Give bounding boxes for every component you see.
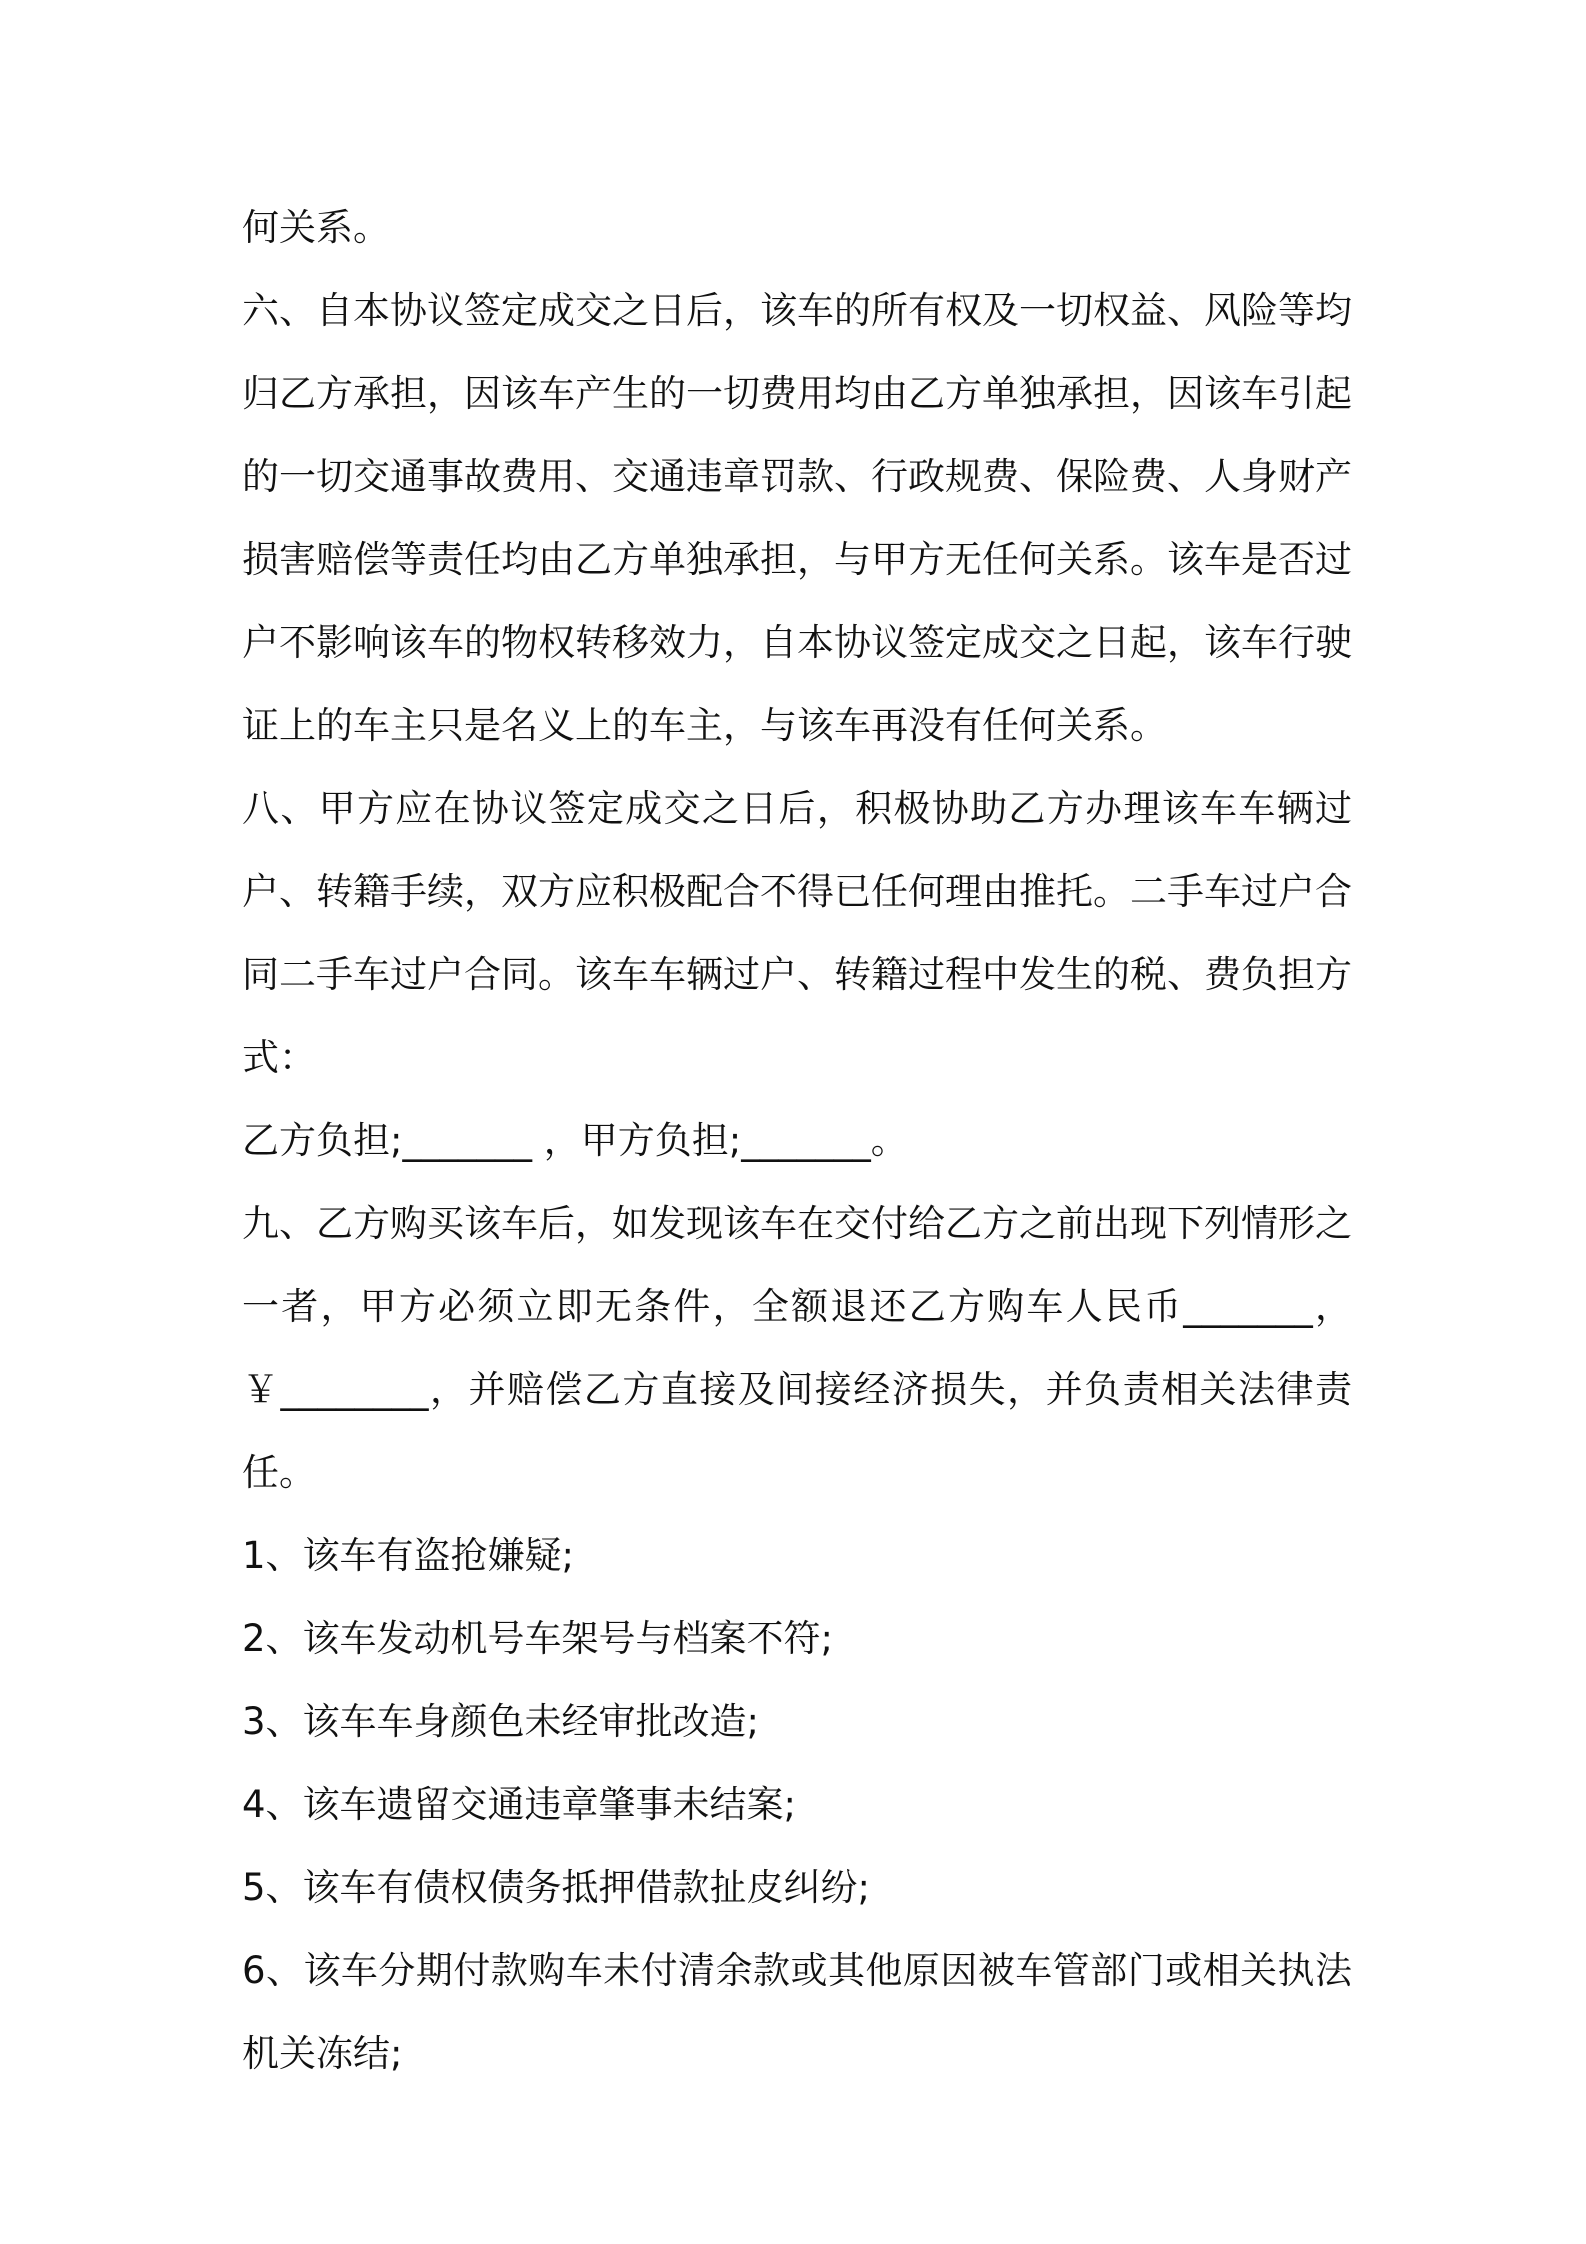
list-item: 4、该车遗留交通违章肇事未结案; <box>242 1783 797 1826</box>
paragraph-clause-9: 九、乙方购买该车后，如发现该车在交付给乙方之前出现下列情形之一者，甲方必须立即无条件，全额退还乙方购车人民币_______，￥________，并赔偿乙方直接及间接经济损失，并负责相关法律责任。 <box>242 1202 1352 1494</box>
list-item: 1、该车有盗抢嫌疑; <box>242 1534 575 1577</box>
paragraph-fee-split: 乙方负担;_______ ，甲方负担;_______。 <box>242 1119 908 1162</box>
list-item: 2、该车发动机号车架号与档案不符; <box>242 1617 834 1660</box>
list-item: 6、该车分期付款购车未付清余款或其他原因被车管部门或相关执法机关冻结; <box>242 1949 1352 2075</box>
paragraph-clause-8: 八、甲方应在协议签定成交之日后，积极协助乙方办理该车车辆过户、转籍手续，双方应积极配合不得已任何理由推托。二手车过户合同二手车过户合同。该车车辆过户、转籍过程中发生的税、费负担方式： <box>242 787 1352 1079</box>
paragraph-clause-6: 六、自本协议签定成交之日后，该车的所有权及一切权益、风险等均归乙方承担，因该车产生的一切费用均由乙方单独承担，因该车引起的一切交通事故费用、交通违章罚款、行政规费、保险费、人身财产损害赔偿等责任均由乙方单独承担，与甲方无任何关系。该车是否过户不影响该车的物权转移效力，自本协议签定成交之日起，该车行驶证上的车主只是名义上的车主，与该车再没有任何关系。 <box>242 289 1352 747</box>
document-page <box>242 186 1352 2095</box>
paragraph-continuation: 何关系。 <box>242 206 390 249</box>
list-item: 5、该车有债权债务抵押借款扯皮纠纷; <box>242 1866 871 1909</box>
list-item: 3、该车车身颜色未经审批改造; <box>242 1700 760 1743</box>
